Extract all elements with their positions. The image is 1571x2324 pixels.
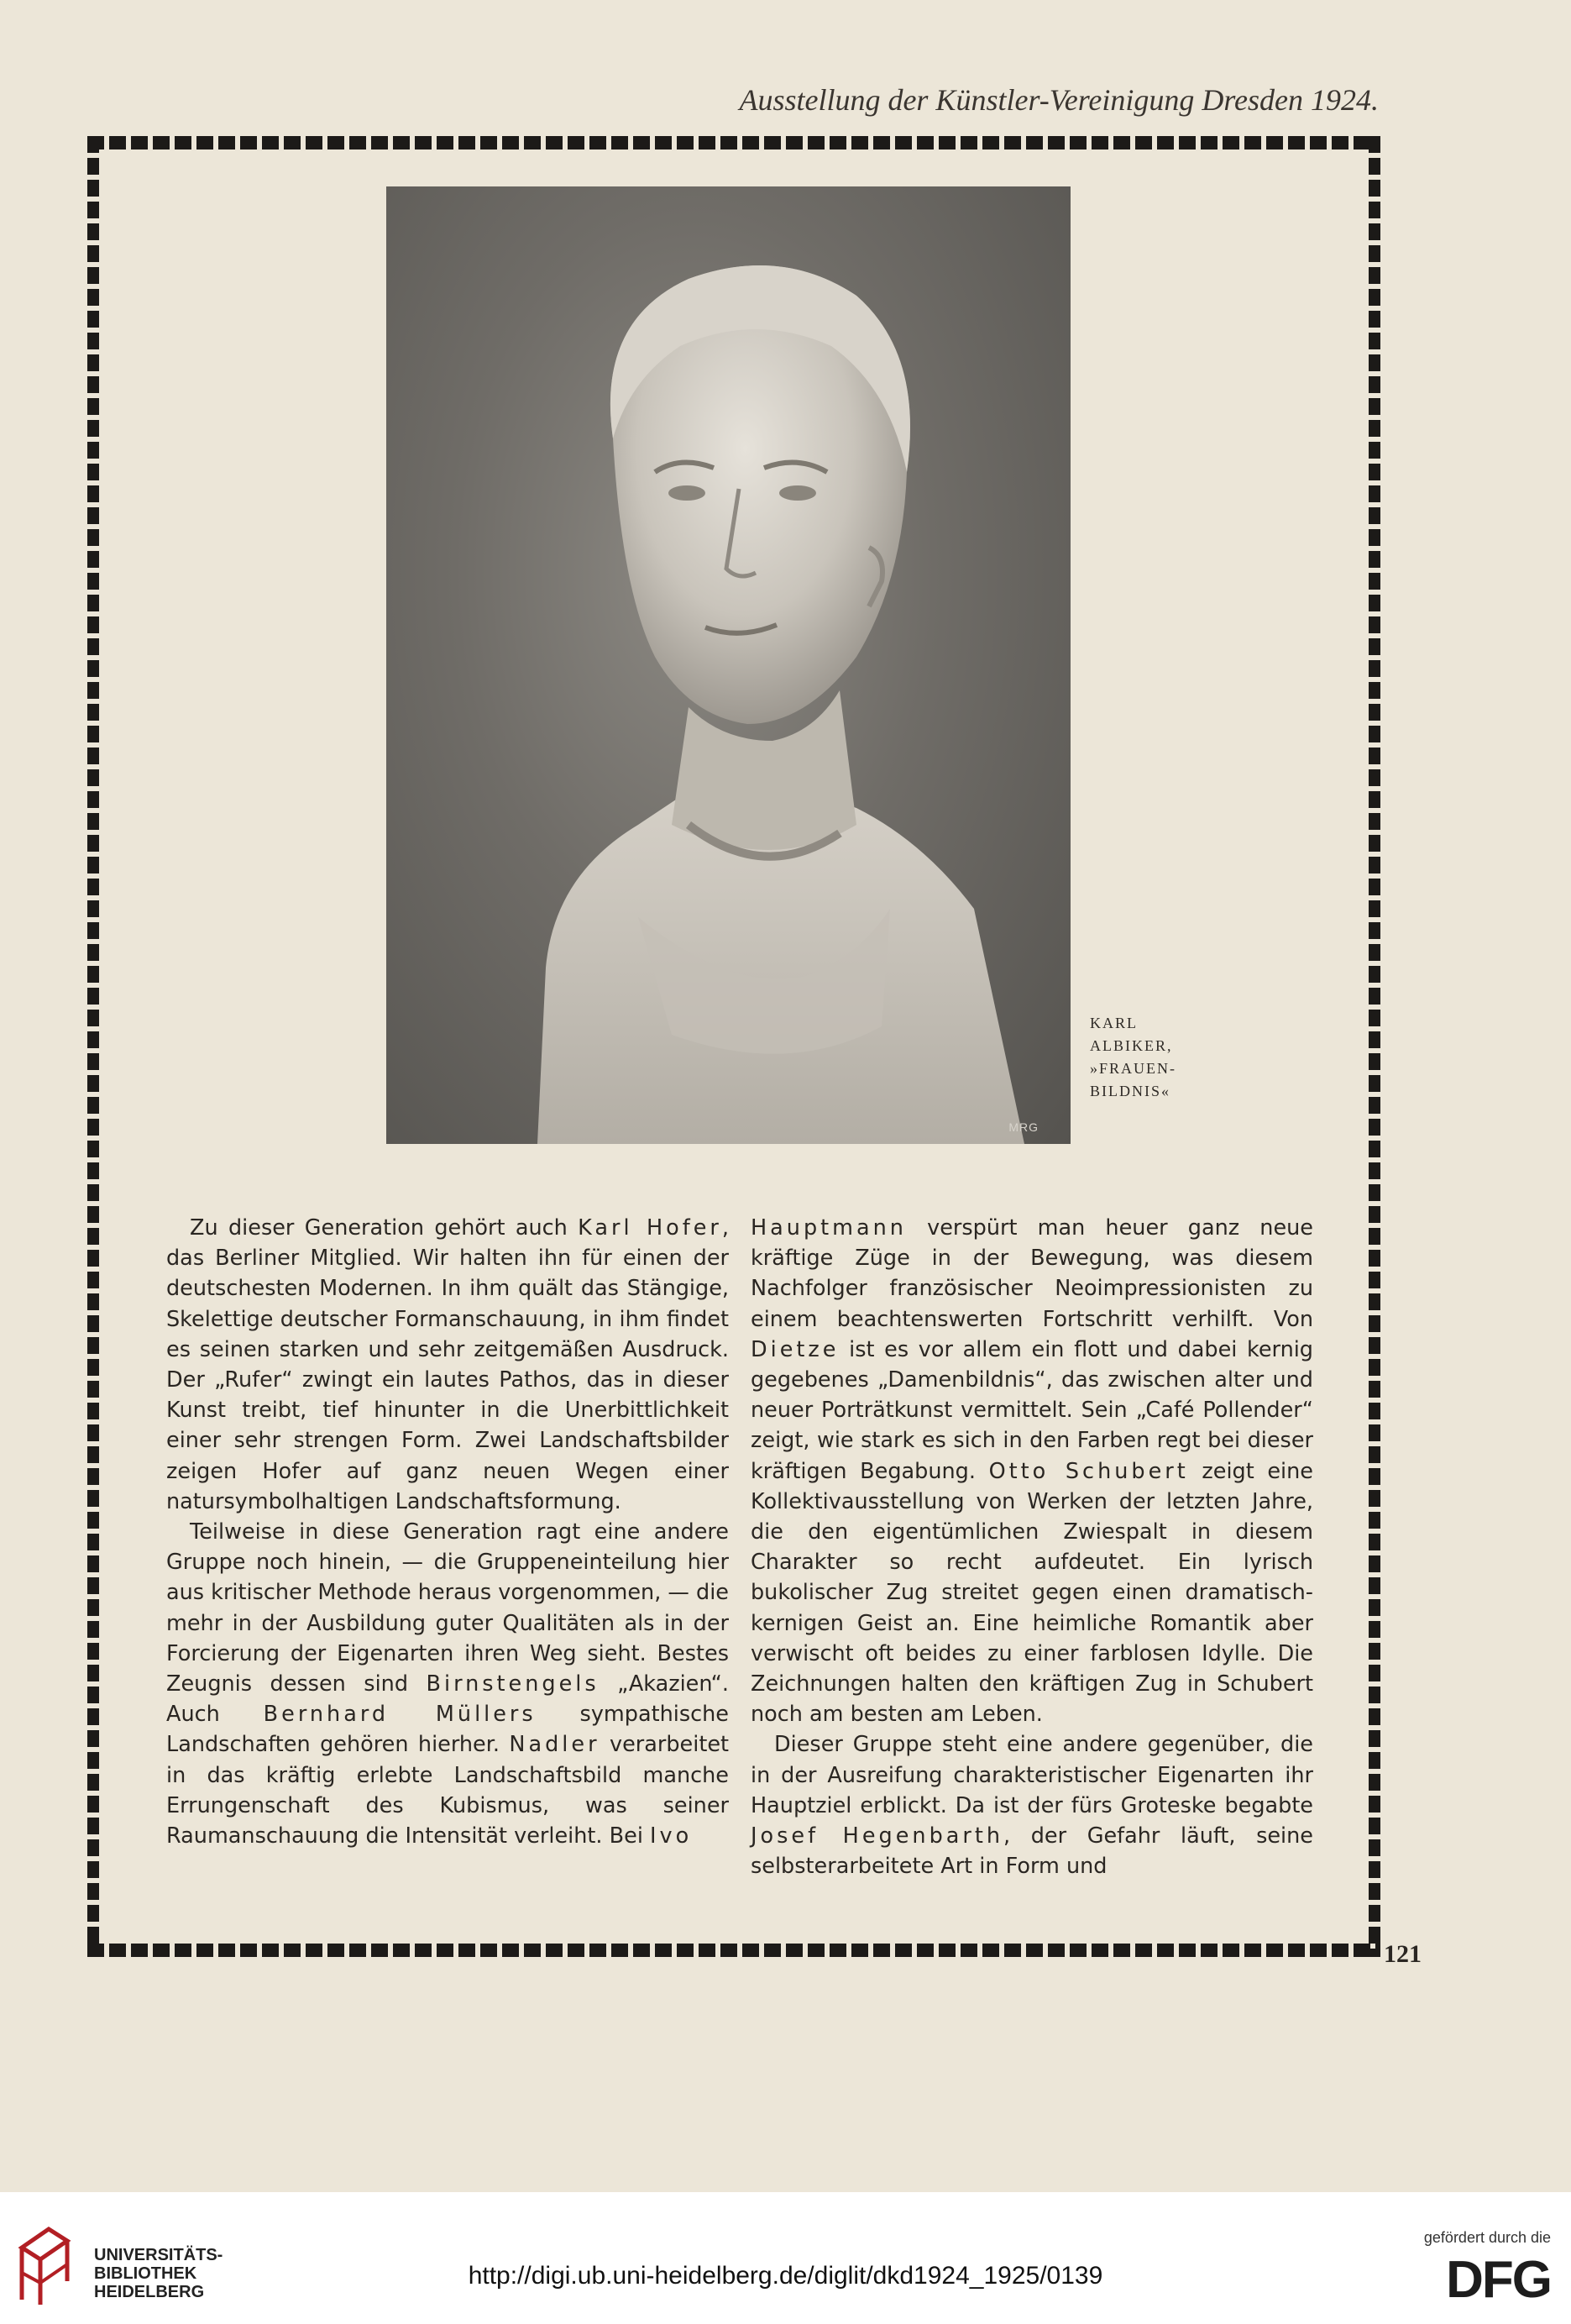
- source-url[interactable]: http://digi.ub.uni-heidelberg.de/diglit/dkd1924_1925/0139: [468, 2262, 1103, 2290]
- page-number: 121: [1384, 1940, 1422, 1968]
- border-left: [87, 136, 99, 1957]
- border-right: [1369, 136, 1380, 1957]
- emphasized-name: Birnstengels: [426, 1671, 600, 1697]
- border-top: [87, 136, 1380, 150]
- institution-line: BIBLIOTHEK: [94, 2264, 197, 2283]
- text-run: verarbeitet in das kräftig erlebte Landschaftsbild manche Errungenschaft des Kubismus, was seiner Raumanschauung die Intensität verleiht. Bei: [166, 1732, 730, 1849]
- text-column-left: [166, 1213, 729, 1851]
- sculpture-photograph: [386, 186, 1071, 1144]
- text-run: ist es vor allem ein flott und dabei kernig gegebenes „Damenbildnis“, das zwischen alter und neuer Porträtkunst vermittelt. Sein „Café Pollender“ zeigt, wie stark es sich in den Farben regt bei dieser kräftigen Begabung.: [751, 1336, 1313, 1484]
- bust-illustration: [386, 186, 1071, 1144]
- running-header: Ausstellung der Künstler-Vereinigung Dresden 1924.: [739, 83, 1379, 117]
- sponsor-label: gefördert durch die: [1423, 2229, 1551, 2246]
- sculpture-signature: MRG: [1008, 1120, 1039, 1134]
- caption-line: ALBIKER,: [1090, 1037, 1173, 1054]
- text-run: verspürt man heuer ganz neue kräftige Züge in der Bewegung, was diesem Nachfolger französischer Neoimpressionisten zu einem beachtenswerten Fortschritt verhilft. Von: [751, 1215, 1313, 1332]
- caption-line: »FRAUEN-: [1090, 1060, 1177, 1077]
- emphasized-name: Nadler: [509, 1732, 600, 1758]
- institution-line: HEIDELBERG: [94, 2283, 205, 2301]
- figure-caption: [1090, 1012, 1207, 1103]
- emphasized-name: Otto Schubert: [988, 1458, 1189, 1484]
- paragraph: [751, 1213, 1313, 1729]
- caption-line: BILDNIS«: [1090, 1083, 1170, 1099]
- caption-line: KARL: [1090, 1015, 1138, 1031]
- text-run: zeigt eine Kollektivausstellung von Werken der letzten Jahre, die den eigentümlichen Zwiespalt in diesem Charakter so recht aufdeutet. Ein lyrisch bukolischer Zug streitet gegen einen dramatisch-kernigen Geist an. Eine heimliche Romantik aber verwischt oft beides zu einer farblosen Idylle. Die Zeichnungen halten den kräftigen Zug in Schubert noch am besten am Leben.: [751, 1458, 1313, 1728]
- emphasized-name: Josef Hegenbarth: [751, 1823, 1004, 1849]
- text-run: Teilweise in diese Generation ragt eine andere Gruppe noch hinein, — die Gruppeneinteilung hier aus kritischer Methode heraus vorgenommen, — die mehr in der Ausbildung guter Qualitäten als in der Forcierung der Eigenarten ihren Weg sieht. Bestes Zeugnis dessen sind: [166, 1519, 729, 1697]
- digitization-footer: [0, 2192, 1571, 2324]
- text-run: , der Gefahr läuft, seine selbsterarbeitete Art in Form und: [751, 1823, 1313, 1880]
- text-run: sympathische Landschaften gehören hierher.: [166, 1702, 729, 1758]
- emphasized-name: Hauptmann: [751, 1215, 907, 1241]
- emphasized-name: Dietze: [751, 1336, 840, 1362]
- text-run: Zu dieser Generation gehört auch: [190, 1215, 579, 1241]
- text-run: , das Berliner Mitglied. Wir halten ihn für einen der deutschesten Modernen. In ihm quält das Stängige, Skelettige deutscher Formanschauung, in ihm findet es seinen starken und sehr zeitgemäßen Ausdruck. Der „Rufer“ zwingt ein lautes Pathos, das in dieser Kunst treibt, tief hinunter in die Unerbittlichkeit einer sehr strengen Form. Zwei Landschaftsbilder zeigen Hofer auf ganz neuen Wegen einer natursymbolhaltigen Landschaftsformung.: [166, 1215, 730, 1514]
- emphasized-name: Karl Hofer: [578, 1215, 722, 1241]
- text-column-right: [751, 1213, 1313, 1881]
- emphasized-name: Ivo: [650, 1823, 693, 1849]
- border-bottom: [87, 1944, 1380, 1957]
- text-run: „Akazien“. Auch: [166, 1671, 729, 1728]
- emphasized-name: Bernhard Müllers: [263, 1702, 537, 1728]
- dfg-logo: DFG: [1446, 2251, 1551, 2309]
- institution-line: UNIVERSITÄTS-: [94, 2246, 223, 2264]
- text-run: Dieser Gruppe steht eine andere gegenüber, die in der Ausreifung charakteristischer Eigenarten ihr Hauptziel erblickt. Da ist der fürs Groteske begabte: [751, 1732, 1313, 1818]
- paragraph: [751, 1729, 1313, 1881]
- paragraph: [166, 1213, 729, 1517]
- paragraph: [166, 1517, 729, 1851]
